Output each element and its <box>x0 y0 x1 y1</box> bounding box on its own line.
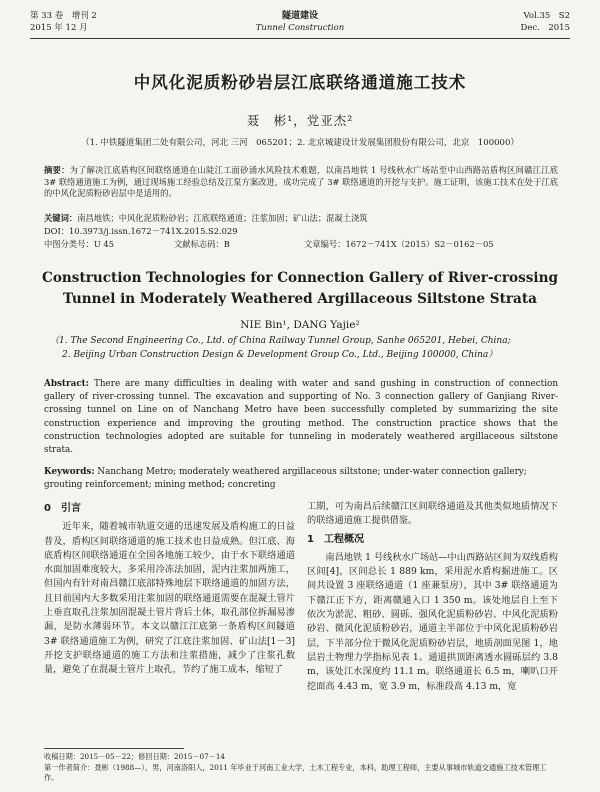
document-code: 文献标志码：B <box>174 239 230 249</box>
header-journal <box>30 10 570 34</box>
authors-en: NIE Bin¹, DANG Yajie² <box>240 319 360 331</box>
abstract-cn-text: 为了解决江底盾构区间联络通道在山陡江工面砂涌水风险技术难题，以南昌地铁 1 号线秋水广场站至中山西路站盾构区间赣江江底 3# 联络通道施工为例，通过现场施工经验总结及江泵方案改进，成功完成了 3# 联络通道的开挖与支护。施工证明，该施工技术在处于江底的中风化泥质粉砂岩层中是适用的。 <box>44 165 558 198</box>
footnote-received: 收稿日期：2015－05－22；修回日期：2015－07－14 <box>44 752 225 761</box>
header-volume: 第 33 卷 增刊 2 2015 年 12 月 <box>30 11 97 33</box>
paper-title-en: Construction Technologies for Connection Gallery of River-crossing Tunnel in Moderately Weathered Argillaceous Siltstone Strata <box>42 270 558 307</box>
keywords-en-label: Keywords: <box>44 467 95 477</box>
affiliation-en: （1. The Second Engineering Co., Ltd. of China Railway Tunnel Group, Sanhe 065201, Hebei, China; 2. Beijing Urban Construction Design & Development Group Co., Ltd., Beijing 100000, China） <box>50 336 511 360</box>
journal-name-en: Tunnel Construction <box>255 23 345 33</box>
keywords-en-text: Nanchang Metro; moderately weathered argillaceous siltstone; under-water connection gallery; grouting reinforcement; mining method; concreting <box>44 467 527 491</box>
authors-cn: 聂 彬¹，党亚杰² <box>246 113 354 128</box>
journal-name-cn: 隧道建设 <box>281 11 318 21</box>
section-heading-project-overview: 1 工程概况 <box>307 533 364 545</box>
abstract-en <box>44 378 558 457</box>
footnote-divider <box>44 748 184 749</box>
header-issue: Vol.35 S2 Dec. 2015 <box>520 11 570 33</box>
paper-title-cn: 中风化泥质粉砂岩层江底联络通道施工技术 <box>133 73 467 92</box>
abstract-cn-label: 摘要： <box>44 165 70 175</box>
keywords-cn <box>44 212 558 224</box>
abstract-cn <box>44 165 558 200</box>
abstract-en-label: Abstract: <box>44 379 89 389</box>
article-number: 文章编号：1672－741X（2015）S2－0162－05 <box>304 239 494 249</box>
body-right-column <box>307 500 558 694</box>
introduction-continuation: 工期，可为南昌后续赣江区间联络通道及其他类似地质情况下的联络通道施工提供借鉴。 <box>307 501 558 527</box>
project-overview-paragraph: 南昌地铁 1 号线秋水广场站—中山西路站区间为双线盾构区间[4]，区间总长 1 889 km，采用泥水盾构掘进施工。区间共设置 3 座联络通道（1 座兼泵房），其中 3# 联络通道为下赣江正下方，距离赣通入口 1 350 m。该处地层自上至下依次为淤泥、粗砂、圆砾、强风化泥质粉砂岩、中风化泥质粉砂岩、微风化泥质粉砂岩，通道主半部位于中风化泥质粉砂岩层，下半部分位于微风化泥质粉砂岩层，地质剖面见图 1，地层岩土物理力学指标见表 1。通道拱顶距离透水圆砾层约 3.8 m，该处江水深度约 11.1 m。联络通道长 6.5 m，喇叭口开挖面高 4.43 m，宽 3.9 m，标准段高 4.13 m，宽 <box>307 551 558 692</box>
clc-number: 中图分类号：U 45 <box>44 239 114 249</box>
introduction-paragraph: 近年来，随着城市轨道交通的迅速发展及盾构施工的日益普及，盾构区间联络通道的施工技术也日益成熟。但江底、海底盾构区间联络通道在全国各地施工较少，由于水下联络通道水面加固难度较大，多采用冷冻法加固，泥内注浆加两施工，但国内有针对南昌赣江底部特殊地层下联络通道的加固方法，且目前国内大多数采用注浆加固的联络通道需要在混凝土管片上垂直取孔注浆加固混凝土管片背后土体，取孔部位拆漏易渗漏，是防水薄弱环节。本文以赣江江底第一条盾构区间隧道 3# 联络通道施工为例，研究了江底注浆加固、矿山法[1－3]开挖支护联络通道的施工方法和注浆措施，减少了注浆孔数量，避免了在混凝土管片上取孔，节约了施工成本，缩短了 <box>44 521 295 676</box>
section-heading-introduction: 0 引言 <box>44 503 81 514</box>
keywords-cn-text: 南昌地铁；中风化泥质粉砂岩；江底联络通道；注浆加固；矿山法；混凝土浇筑 <box>77 213 368 223</box>
keywords-cn-label: 关键词： <box>44 213 78 223</box>
abstract-en-text: There are many difficulties in dealing with water and sand gushing in construction of connection gallery of river-crossing tunnel. The excavation and supporting of No. 3 connection gallery of Ganjiang River-crossing tunnel on Line on of Nanchang Metro have been successfully completed by summarizing the site construction experience and improving the grouting method. The construction practice shows that the construction technologies adopted are suitable for tunneling in moderately weathered argillaceous siltstone strata. <box>44 379 558 456</box>
footnote <box>44 752 558 784</box>
doi[interactable]: DOI：10.3973/j.issn.1672－741X.2015.S2.029 <box>44 226 238 236</box>
keywords-en <box>44 466 558 492</box>
affiliation-cn: （1. 中铁隧道集团二处有限公司，河北 三河 065201；2. 北京城建设计发展集团股份有限公司，北京 100000） <box>81 138 519 148</box>
body-left-column <box>44 500 295 678</box>
footnote-author: 第一作者简介：聂彬（1988—），男，河南洛阳人，2011 年毕业于河南工业大学，土木工程专业，本科，助理工程师，主要从事城市轨道交通施工技术管理工作。 <box>44 762 547 782</box>
running-header <box>30 8 570 39</box>
